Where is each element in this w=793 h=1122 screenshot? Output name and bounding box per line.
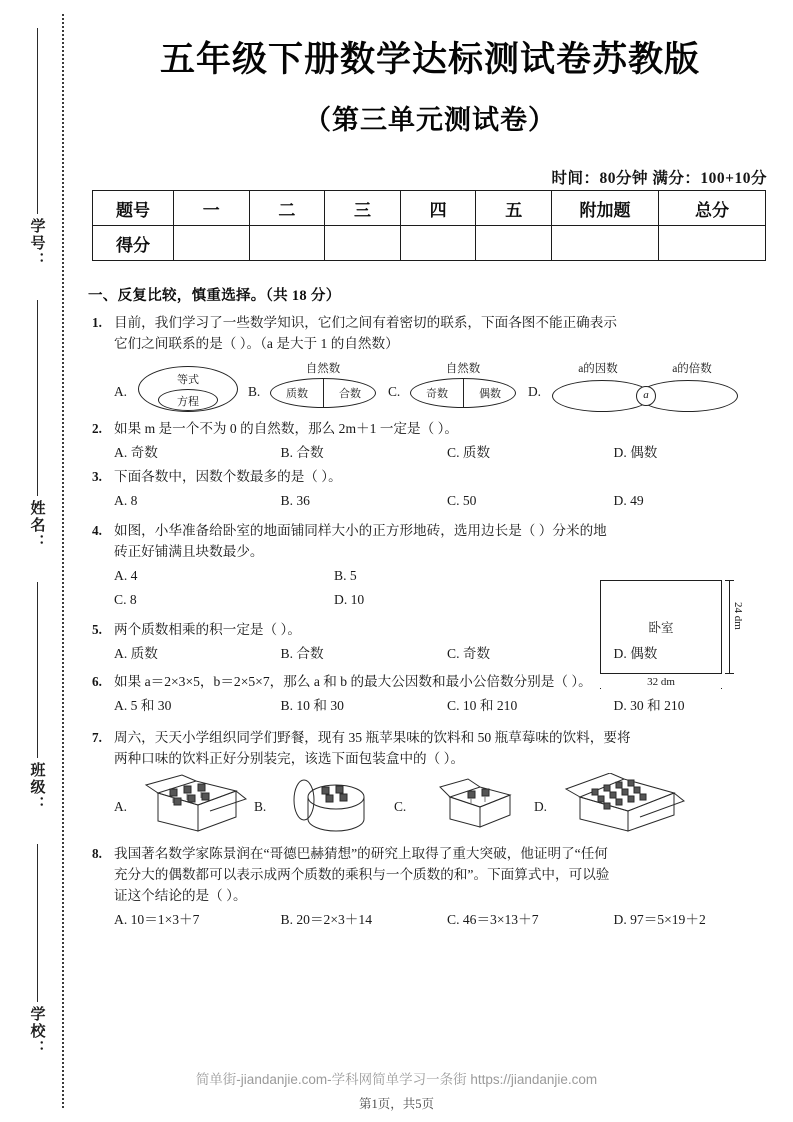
question-2 — [88, 418, 780, 439]
diagram-option-d[interactable] — [528, 358, 754, 414]
question-4-options-row1 — [88, 565, 554, 587]
diagram-caption-right: a的倍数 — [672, 363, 712, 375]
option-d[interactable]: D. 97＝5×19＋2 — [613, 912, 706, 927]
table-row-score — [93, 226, 766, 261]
option-tag-d: D. — [534, 799, 548, 814]
option-d[interactable]: D. 偶数 — [613, 445, 658, 460]
question-stem-line: 充分大的偶数都可以表示成两个质数的乘积与一个质数的和”。下面算式中，可以验 — [114, 867, 610, 882]
question-stem-line: 目前，我们学习了一些数学知识，它们之间有着密切的联系，下面各图不能正确表示 — [114, 315, 617, 330]
question-8 — [88, 843, 780, 906]
question-stem-line: 它们之间联系的是（ ）。（a 是大于 1 的自然数） — [114, 336, 399, 351]
option-d[interactable]: D. 49 — [613, 493, 644, 508]
score-cell-3[interactable] — [325, 226, 401, 261]
option-b[interactable]: B. 10 和 30 — [280, 698, 344, 713]
diagram-option-a[interactable] — [114, 358, 254, 414]
score-table-col-total: 总分 — [659, 191, 766, 226]
option-a[interactable]: A. 5 和 30 — [114, 698, 172, 713]
box-option-b[interactable] — [254, 773, 394, 835]
question-stem-line: 我国著名数学家陈景润在“哥德巴赫猜想”的研究上取得了重大突破，他证明了“任何 — [114, 846, 608, 861]
subset-label-left: 奇数 — [426, 388, 448, 400]
watermark-text: 简单街-jiandanjie.com-学科网简单学习一条街 https://jiandanjie.com — [195, 1072, 598, 1087]
option-c[interactable]: C. 50 — [447, 493, 477, 508]
option-a[interactable]: A. 质数 — [114, 646, 158, 661]
score-table-row-label: 题号 — [93, 191, 174, 226]
option-b[interactable]: B. 5 — [334, 568, 357, 583]
question-2-options — [88, 442, 780, 464]
option-tag-c: C. — [394, 799, 407, 814]
option-tag-d: D. — [528, 384, 542, 399]
question-stem-line: 下面各数中，因数个数最多的是（ ）。 — [114, 469, 342, 484]
inner-ellipse-label: 方程 — [177, 396, 199, 408]
diagram-option-b[interactable] — [248, 358, 388, 414]
question-stem-line: 如图，小华准备给卧室的地面铺同样大小的正方形地砖，选用边长是（ ）分米的地 — [114, 523, 607, 538]
score-table — [92, 190, 766, 261]
option-a[interactable]: A. 10＝1×3＋7 — [114, 912, 200, 927]
page-subtitle: （第三单元测试卷） — [304, 105, 556, 135]
diagram-option-c[interactable] — [388, 358, 528, 414]
seal-label-class: 班级： — [28, 762, 45, 813]
question-number: 4. — [92, 523, 102, 538]
option-c[interactable]: C. 10 和 210 — [447, 698, 518, 713]
question-number: 1. — [92, 315, 102, 330]
page-number: 第1页，共5页 — [358, 1097, 434, 1111]
seal-rule — [37, 844, 38, 1002]
question-7-box-options — [88, 773, 780, 835]
option-a[interactable]: A. 8 — [114, 493, 138, 508]
seal-column — [16, 14, 58, 1108]
option-c[interactable]: C. 质数 — [447, 445, 491, 460]
question-stem-line: 如果 m 是一个不为 0 的自然数，那么 2m＋1 一定是（ ）。 — [114, 421, 458, 436]
divider-line — [323, 379, 324, 407]
diagram-caption-left: a的因数 — [578, 363, 618, 375]
page-title: 五年级下册数学达标测试卷苏教版 — [159, 40, 700, 79]
option-b[interactable]: B. 合数 — [280, 646, 324, 661]
score-table-col-3: 三 — [325, 191, 401, 226]
height-dimension-label: 24 dm — [732, 602, 744, 630]
option-c[interactable]: C. 46＝3×13＋7 — [447, 912, 539, 927]
seal-label-student-id: 学号： — [28, 218, 45, 269]
exam-meta: 时间：80分钟 满分：100+10分 — [551, 170, 767, 187]
intersection-label: a — [643, 389, 649, 401]
box-option-c[interactable] — [394, 773, 534, 835]
score-table-col-4: 四 — [400, 191, 476, 226]
table-row-header — [93, 191, 766, 226]
score-cell-4[interactable] — [400, 226, 476, 261]
question-8-options — [88, 909, 780, 931]
question-4 — [88, 520, 780, 562]
score-table-col-2: 二 — [249, 191, 325, 226]
question-3 — [88, 466, 780, 487]
question-number: 5. — [92, 622, 102, 637]
section-heading-1: 一、反复比较，慎重选择。（共 18 分） — [88, 288, 341, 304]
small-carton-icon — [418, 773, 528, 835]
question-stem-line: 如果 a＝2×3×5，b＝2×5×7，那么 a 和 b 的最大公因数和最小公倍数分别是（ ）。 — [114, 674, 592, 689]
bedroom-figure — [596, 576, 772, 700]
question-number: 7. — [92, 730, 102, 745]
score-table-col-1: 一 — [174, 191, 250, 226]
question-4-options-row2 — [88, 589, 554, 611]
subset-label-right: 偶数 — [479, 388, 501, 400]
option-tag-b: B. — [254, 799, 267, 814]
option-tag-a: A. — [114, 384, 128, 399]
seal-label-name: 姓名： — [28, 500, 45, 551]
question-number: 2. — [92, 421, 102, 436]
score-table-col-5: 五 — [476, 191, 552, 226]
question-stem-line: 两种口味的饮料正好分别装完，该选下面包装盒中的（ ）。 — [114, 751, 465, 766]
height-dimension-line — [729, 580, 730, 674]
option-tag-b: B. — [248, 384, 261, 399]
question-number: 3. — [92, 469, 102, 484]
subset-label-right: 合数 — [339, 388, 361, 400]
question-stem-line: 两个质数相乘的积一定是（ ）。 — [114, 622, 301, 637]
round-tin-icon — [278, 773, 388, 835]
seal-dotted-line — [62, 14, 64, 1108]
option-b[interactable]: B. 合数 — [280, 445, 324, 460]
divider-line — [463, 379, 464, 407]
question-number: 8. — [92, 846, 102, 861]
seal-rule — [37, 300, 38, 496]
seal-label-school: 学校： — [28, 1006, 45, 1057]
option-b[interactable]: B. 20＝2×3＋14 — [280, 912, 372, 927]
box-option-d[interactable] — [534, 773, 714, 835]
question-3-options — [88, 490, 780, 512]
option-tag-c: C. — [388, 384, 401, 399]
score-cell-total[interactable] — [659, 226, 766, 261]
seal-rule — [37, 582, 38, 758]
option-a[interactable]: A. 4 — [114, 568, 138, 583]
score-cell-5[interactable] — [476, 226, 552, 261]
score-table-col-bonus: 附加题 — [552, 191, 659, 226]
option-tag-a: A. — [114, 799, 128, 814]
box-option-a[interactable] — [114, 773, 254, 835]
subset-label-left: 质数 — [286, 388, 308, 400]
width-dimension-label: 32 dm — [600, 676, 722, 688]
question-stem-line: 周六，天天小学组织同学们野餐，现有 35 瓶苹果味的饮料和 50 瓶草莓味的饮料，要将 — [114, 730, 631, 745]
question-1-diagram-options — [88, 358, 780, 414]
option-c[interactable]: C. 奇数 — [447, 646, 491, 661]
dimension-tick — [725, 580, 734, 581]
question-7 — [88, 727, 780, 769]
question-stem-line: 证这个结论的是（ ）。 — [114, 888, 247, 903]
option-d[interactable]: D. 偶数 — [613, 646, 658, 661]
diagram-caption: 自然数 — [305, 363, 341, 375]
score-table-score-label: 得分 — [93, 226, 174, 261]
outer-ellipse-label: 等式 — [177, 374, 199, 386]
option-d[interactable]: D. 10 — [334, 592, 365, 607]
large-carton-icon — [558, 773, 688, 835]
option-d[interactable]: D. 30 和 210 — [613, 698, 685, 713]
seal-rule — [37, 28, 38, 214]
score-cell-1[interactable] — [174, 226, 250, 261]
option-c[interactable]: C. 8 — [114, 592, 137, 607]
question-number: 6. — [92, 674, 102, 689]
open-carton-icon — [138, 773, 248, 835]
score-cell-2[interactable] — [249, 226, 325, 261]
bedroom-label: 卧室 — [648, 621, 674, 635]
question-1 — [88, 312, 780, 354]
diagram-caption: 自然数 — [445, 363, 481, 375]
question-stem-line: 砖正好铺满且块数最少。 — [114, 544, 264, 559]
score-cell-bonus[interactable] — [552, 226, 659, 261]
dimension-tick — [725, 673, 734, 674]
option-a[interactable]: A. 奇数 — [114, 445, 158, 460]
option-b[interactable]: B. 36 — [280, 493, 310, 508]
